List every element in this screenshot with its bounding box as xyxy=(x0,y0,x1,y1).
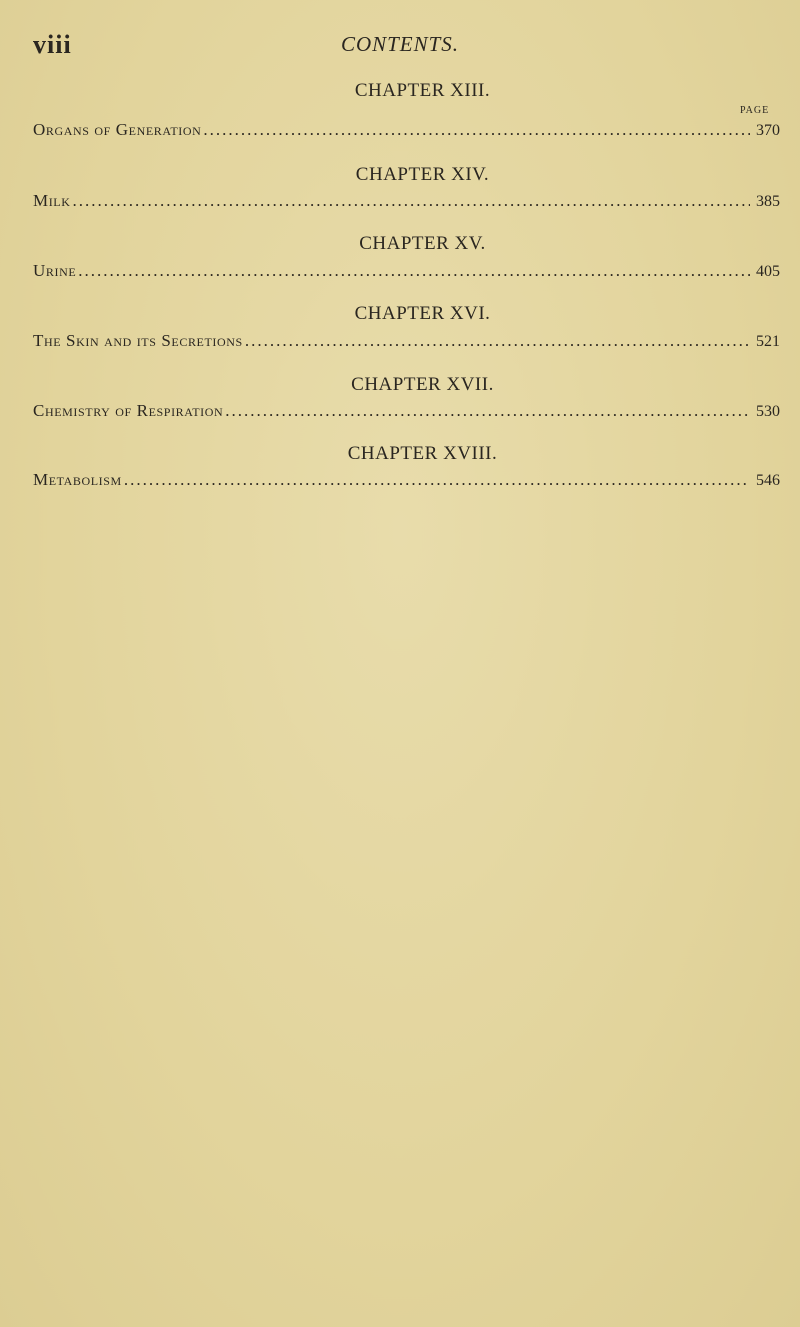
dot-leader xyxy=(203,120,750,140)
dot-leader xyxy=(245,331,750,351)
dot-leader xyxy=(73,191,750,211)
toc-entry-title: The Skin and its Secretions xyxy=(33,331,243,350)
toc-entry xyxy=(33,191,780,211)
toc-entry-title: Organs of Generation xyxy=(33,120,202,139)
dot-leader xyxy=(78,261,750,281)
chapter-heading: CHAPTER XVI. xyxy=(354,303,491,324)
chapter-heading: CHAPTER XV. xyxy=(359,233,486,254)
dot-leader xyxy=(124,470,750,490)
toc-entry xyxy=(33,261,780,281)
toc-entry-title: Metabolism xyxy=(33,470,122,489)
running-title: CONTENTS. xyxy=(340,32,460,56)
chapter-heading: CHAPTER XVII. xyxy=(351,374,494,395)
toc-entry-title: Milk xyxy=(33,191,71,210)
toc-entry-page: 546 xyxy=(756,472,780,489)
toc-entry-page: 530 xyxy=(756,403,780,420)
toc-entry-page: 370 xyxy=(756,122,780,139)
toc-entry-page: 405 xyxy=(756,263,780,280)
toc-entry xyxy=(33,401,780,421)
toc-entry-title: Urine xyxy=(33,261,77,280)
toc-entry-page: 521 xyxy=(756,333,780,350)
chapter-heading: CHAPTER XVIII. xyxy=(347,443,498,464)
toc-entry xyxy=(33,470,780,490)
toc-entry xyxy=(33,120,780,140)
toc-entry-title: Chemistry of Respiration xyxy=(33,401,224,420)
toc-entry xyxy=(33,331,780,351)
chapter-heading: CHAPTER XIV. xyxy=(355,164,490,185)
dot-leader xyxy=(225,401,750,421)
toc-entry-page: 385 xyxy=(756,193,780,210)
page-column-label: PAGE xyxy=(740,105,770,116)
chapter-heading: CHAPTER XIII. xyxy=(354,80,491,101)
page-number: viii xyxy=(33,30,72,59)
